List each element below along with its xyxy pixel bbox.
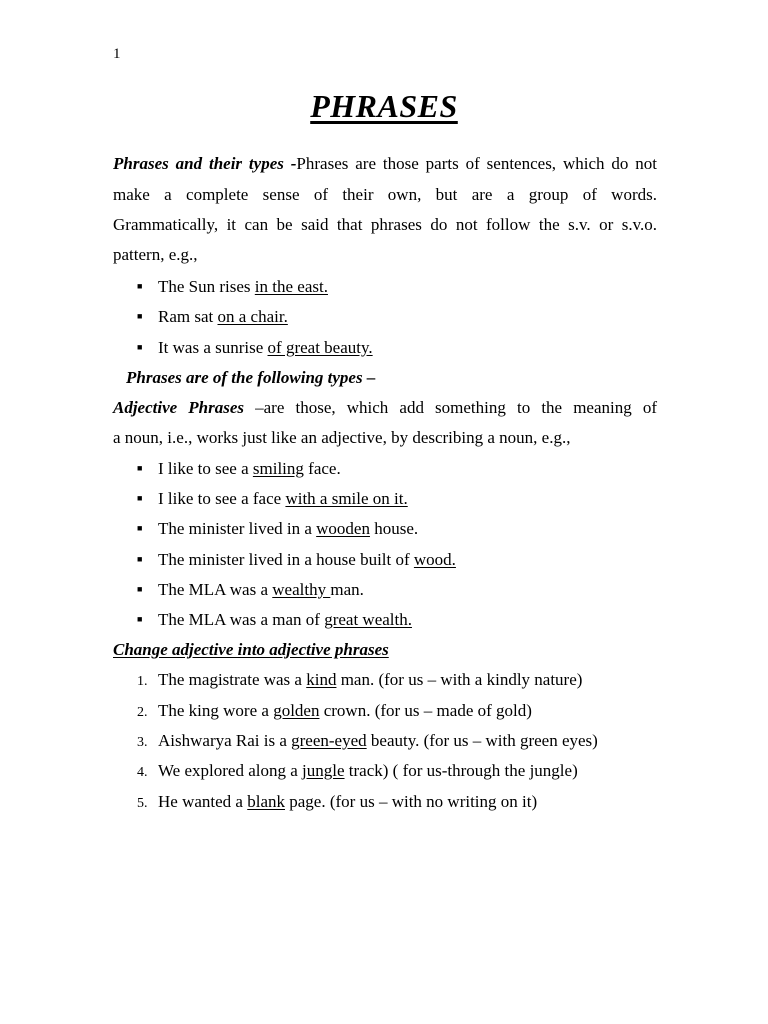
types-heading: Phrases are of the following types –: [126, 368, 376, 387]
bullet-icon: ■: [137, 523, 143, 533]
adjective-line-1: Adjective Phrases –are those, which add something to the meaning of: [113, 398, 658, 417]
bullet-icon: ■: [137, 463, 143, 473]
intro-line-2: make a complete sense of their own, but are a group of words.: [113, 185, 657, 204]
bullet-icon: ■: [137, 554, 143, 564]
list-item: ■ The MLA was a man of great wealth.: [137, 610, 412, 629]
bullet-icon: ■: [137, 342, 143, 352]
bullet-icon: ■: [137, 614, 143, 624]
list-item: ■ I like to see a smiling face.: [137, 459, 341, 478]
numbered-item: 4. We explored along a jungle track) ( for us-through the jungle): [137, 761, 578, 780]
list-item: ■ It was a sunrise of great beauty.: [137, 338, 373, 357]
change-heading: Change adjective into adjective phrases: [113, 640, 389, 659]
adjective-heading: Adjective Phrases: [113, 398, 245, 417]
bullet-icon: ■: [137, 311, 143, 321]
adjective-line-2: a noun, i.e., works just like an adjective, by describing a noun, e.g.,: [113, 428, 571, 447]
intro-heading: Phrases and their types -: [113, 154, 297, 173]
list-item: ■ The Sun rises in the east.: [137, 277, 328, 296]
list-item: ■ The MLA was a wealthy man.: [137, 580, 364, 599]
numbered-item: 1. The magistrate was a kind man. (for us – with a kindly nature): [137, 670, 583, 689]
numbered-item: 3. Aishwarya Rai is a green-eyed beauty. (for us – with green eyes): [137, 731, 598, 750]
list-item: ■ The minister lived in a house built of wood.: [137, 550, 456, 569]
list-item: ■ The minister lived in a wooden house.: [137, 519, 419, 538]
bullet-icon: ■: [137, 584, 143, 594]
intro-line-1: [113, 154, 657, 174]
intro-line-3: Grammatically, it can be said that phrases do not follow the s.v. or s.v.o.: [113, 215, 657, 234]
page-number: 1: [113, 46, 121, 62]
bullet-icon: ■: [137, 493, 143, 503]
list-item: ■ I like to see a face with a smile on it.: [137, 489, 408, 508]
intro-line-4: pattern, e.g.,: [113, 245, 198, 264]
page-title: PHRASES: [310, 88, 458, 124]
bullet-icon: ■: [137, 281, 143, 291]
numbered-item: 5. He wanted a blank page. (for us – with no writing on it): [137, 792, 538, 811]
numbered-item: 2. The king wore a golden crown. (for us – made of gold): [137, 701, 532, 720]
list-item: ■ Ram sat on a chair.: [137, 307, 288, 326]
adjective-text: are those, which add something to the meaning of: [263, 398, 658, 417]
intro-text: Phrases are those parts of sentences, which do not: [296, 154, 658, 173]
